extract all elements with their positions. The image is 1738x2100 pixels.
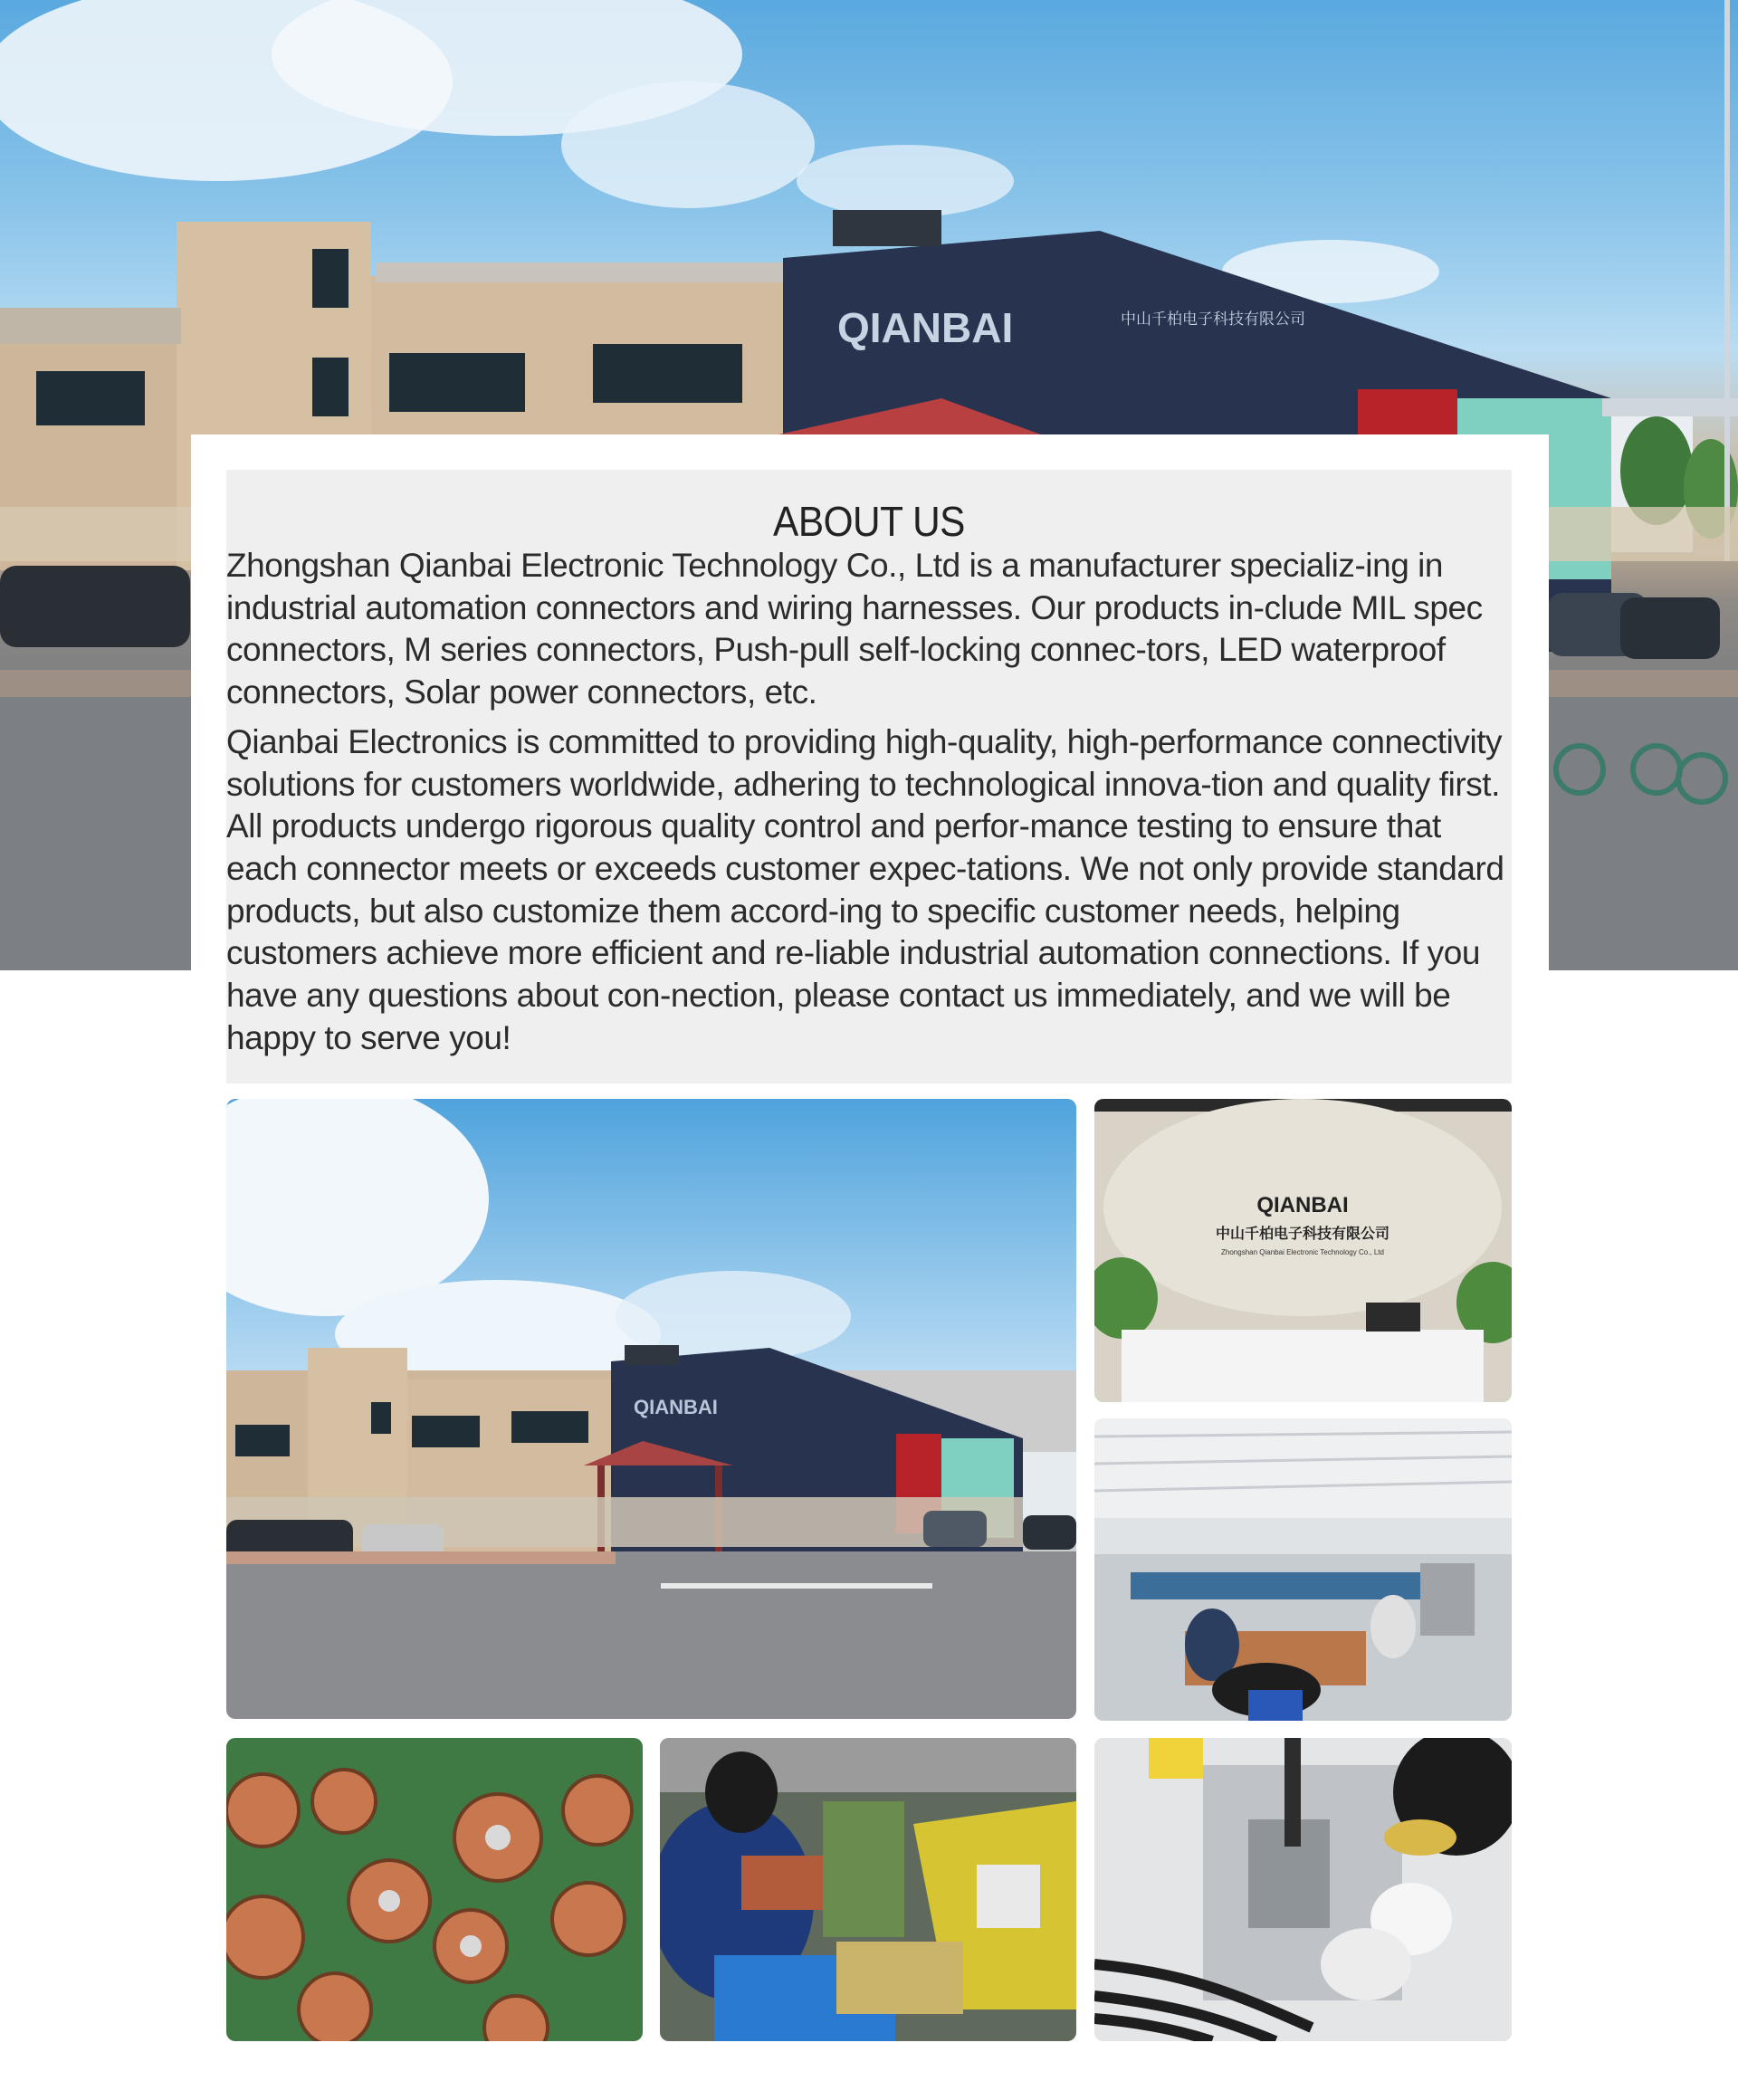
photo-front-desk	[1094, 1099, 1512, 1402]
building-sign: QIANBAI	[634, 1396, 718, 1418]
photo-crimping	[1094, 1738, 1512, 2041]
front-desk-company-en: Zhongshan Qianbai Electronic Technology Co., Ltd	[1221, 1248, 1384, 1256]
workshop-image	[1094, 1418, 1512, 1721]
front-desk-company-cn: 中山千柏电子科技有限公司	[1215, 1225, 1390, 1242]
factory-exterior-image	[226, 1099, 1076, 1719]
crimping-image	[1094, 1738, 1512, 2041]
about-paragraph-1: Zhongshan Qianbai Electronic Technology Co., Ltd is a manufacturer specializ-ing in industrial automation connectors and wiring harnesses. Our products in-clude MIL spec connectors, M series connectors, Push-pull self-locking connec-tors, LED waterproof connectors, Solar power connectors, etc.	[226, 547, 1483, 711]
about-panel	[226, 470, 1512, 1083]
photo-wire-coils	[226, 1738, 643, 2041]
machine-operator-image	[660, 1738, 1076, 2041]
wire-coils-image	[226, 1738, 643, 2041]
about-card	[191, 434, 1549, 2059]
photo-factory-exterior	[226, 1099, 1076, 1719]
about-title: ABOUT US	[773, 498, 965, 545]
about-paragraph-2: Qianbai Electronics is committed to providing high-quality, high-performance connectivity solutions for customers worldwide, adhering to technological innova-tion and quality first. All products undergo rigorous quality control and perfor-mance testing to ensure that each connector meets or exceeds customer expec-tations. We not only provide standard products, but also customize them accord-ing to specific customer needs, helping customers achieve more efficient and re-liable industrial automation connections. If you have any questions about con-nection, please contact us immediately, and we will be happy to serve you!	[226, 722, 1504, 1056]
photo-machine-operator	[660, 1738, 1076, 2041]
hero-sign-company: 中山千柏电子科技有限公司	[1121, 310, 1305, 329]
hero-sign-brand: QIANBAI	[837, 304, 1014, 351]
front-desk-brand: QIANBAI	[1256, 1193, 1349, 1217]
front-desk-image	[1094, 1099, 1512, 1402]
photo-workshop	[1094, 1418, 1512, 1721]
